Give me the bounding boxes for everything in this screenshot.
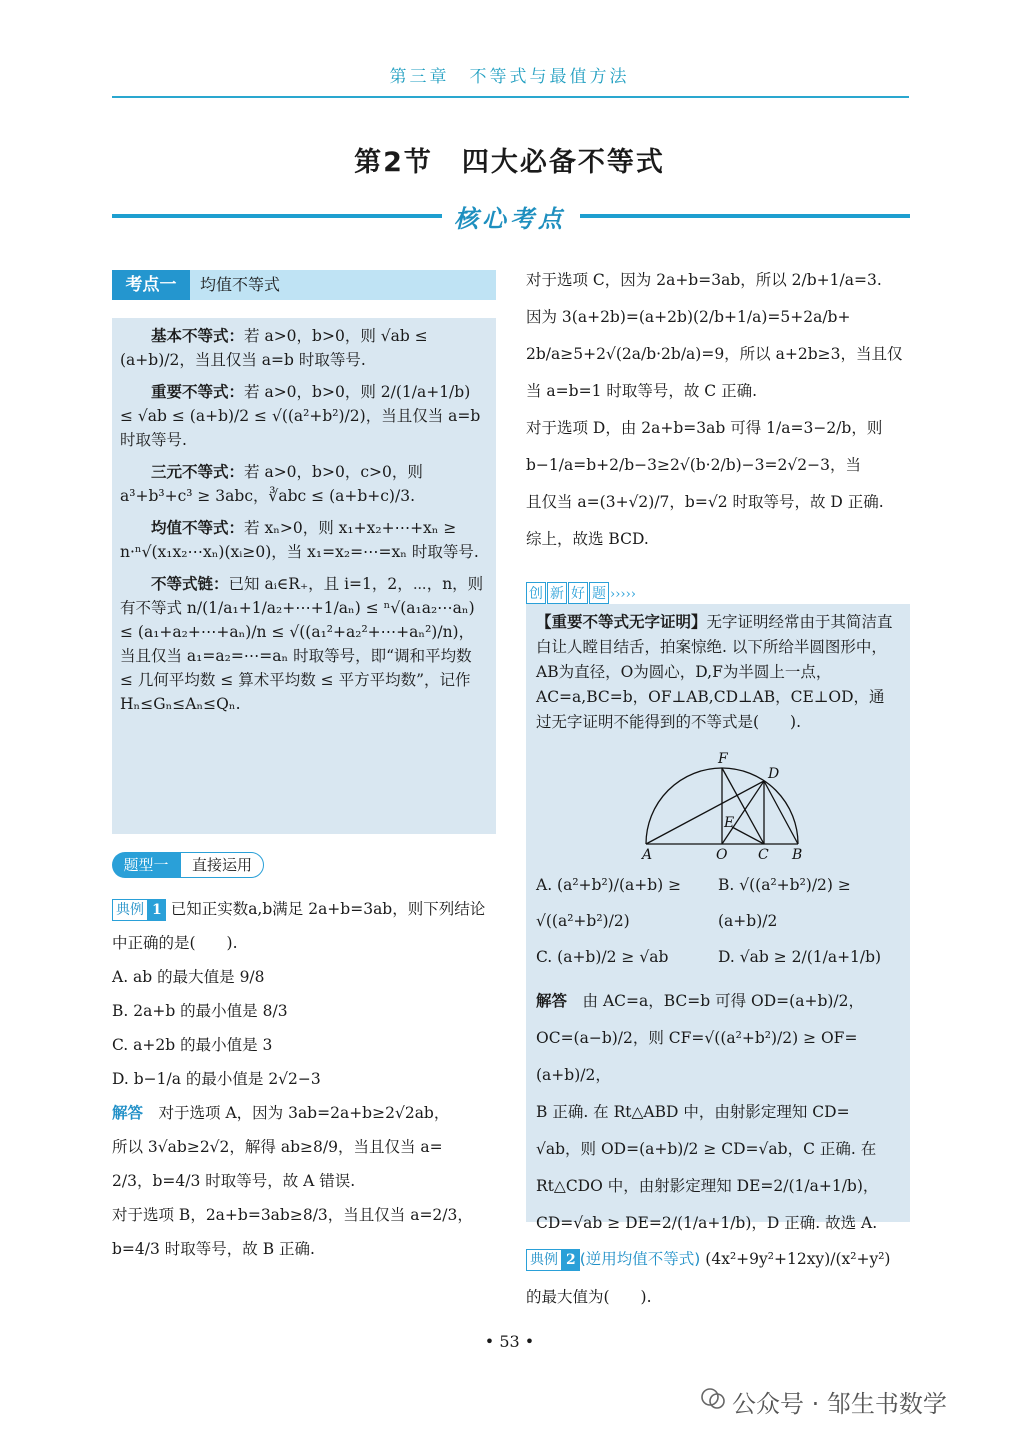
answer-line: b−1/a=b+2/b−3≥2√(b·2/b)−3=2√2−3，当 (526, 456, 861, 474)
answer-line: 因为 3(a+2b)=(a+2b)(2/b+1/a)=5+2a/b+ (526, 308, 851, 326)
answer-line: 对于选项 C，因为 2a+b=3ab，所以 2/b+1/a=3. (526, 271, 882, 289)
answer-line: 综上，故选 BCD. (526, 530, 649, 548)
tixing-tag: 题型一 直接运用 (112, 852, 496, 878)
semicircle-figure (536, 741, 900, 861)
answer-line: 且仅当 a=(3+√2)/7，b=√2 时取等号，故 D 正确. (526, 493, 884, 511)
option-b: B. 2a+b 的最小值是 8/3 (112, 1002, 288, 1020)
segment-bd (764, 781, 798, 844)
chapter-header: 第三章 不等式与最值方法 (389, 67, 630, 87)
option-a: A. ab 的最大值是 9/8 (112, 968, 265, 986)
option-c: C. a+2b 的最小值是 3 (112, 1036, 273, 1054)
answer-line: 解答 对于选项 A，因为 3ab=2a+b≥2√2ab， (112, 1104, 450, 1122)
label-e: E (724, 815, 735, 831)
chuangxin-tag: 创 新 好 题 ››››› (526, 582, 910, 604)
segment-od (722, 781, 764, 844)
example2: 典例 2 (逆用均值不等式) (4x²+9y²+12xy)/(x²+y²) 的最大值为( ). (526, 1250, 891, 1306)
answer-line: 当 a=b=1 时取等号，故 C 正确. (526, 382, 757, 400)
option-d: D. b−1/a 的最小值是 2√2−3 (112, 1070, 321, 1088)
section-title: 第2节 四大必备不等式 (354, 147, 665, 178)
label-f: F (718, 751, 728, 767)
header-rule (112, 96, 909, 98)
answer-line: 2/3，b=4/3 时取等号，故 A 错误. (112, 1172, 356, 1190)
example1 (112, 892, 496, 1266)
answer-line: 所以 3√ab≥2√2，解得 ab≥8/9，当且仅当 a= (112, 1138, 443, 1156)
inequality-chain: 不等式链：已知 aᵢ∈R₊，且 i=1，2，⋯，n，则有不等式 n/(1/a₁+1/a₂+⋯+1/aₙ) ≤ ⁿ√(a₁a₂⋯aₙ) ≤ (a₁+a₂+⋯+aₙ)/n ≤ √((a₁²+a₂²+⋯+aₙ²)/n)，当且仅当 a₁=a₂=⋯=aₙ 时取等号，即“调和平均数 ≤ 几何平均数 ≤ 算术平均数 ≤ 平方平均数”，记作 Hₙ≤Gₙ≤Aₙ≤Qₙ. (120, 575, 484, 713)
core-title: 核心考点 (454, 205, 566, 233)
mean-inequality: 均值不等式：若 xₙ>0，则 x₁+x₂+⋯+xₙ ≥ n·ⁿ√(x₁x₂⋯xₙ)(xᵢ≥0)，当 x₁=x₂=⋯=xₙ 时取等号. (120, 519, 479, 561)
important-inequality: 重要不等式：若 a>0，b>0，则 2/(1/a+1/b) ≤ √ab ≤ (a+b)/2 ≤ √((a²+b²)/2)，当且仅当 a=b 时取等号. (120, 383, 481, 449)
wechat-icon (700, 1388, 726, 1410)
three-term-inequality: 三元不等式：若 a>0，b>0，c>0，则 a³+b³+c³ ≥ 3abc，∛abc ≤ (a+b+c)/3. (120, 463, 423, 505)
good-problem-answer: 解答 由 AC=a，BC=b 可得 OD=(a+b)/2， OC=(a−b)/2，则 CF=√((a²+b²)/2) ≥ OF=(a+b)/2， B 正确. 在 Rt△ABD 中，由射影定理知 CD= √ab，则 OD=(a+b)/2 ≥ CD=√ab，C 正确. 在 Rt△CDO 中，由射影定理知 DE=2/(1/a+1/b)， CD=√ab ≥ DE=2/(1/a+1/b)，D 正确. 故选 A. (536, 992, 879, 1232)
kaodian-text: 均值不等式 (200, 275, 281, 294)
page-number: • 53 • (484, 1332, 535, 1351)
good-problem-stem: 【重要不等式无字证明】无字证明经常由于其简洁直白让人瞠目结舌，拍案惊绝. 以下所给半圆图形中，AB为直径，O为圆心，D,F为半圆上一点，AC=a,BC=b，OF⊥AB,CD⊥AB，CE⊥OD，通过无字证明不能得到的不等式是( ). (536, 613, 893, 731)
example1-continued (526, 262, 910, 558)
watermark: 公众号 · 邹生书数学 (700, 1384, 947, 1419)
gp-option-a: A. (a²+b²)/(a+b) ≥ √((a²+b²)/2) (536, 876, 682, 930)
gp-option-c: C. (a+b)/2 ≥ √ab (536, 948, 669, 966)
answer-line: 2b/a≥5+2√(2a/b·2b/a)=9，所以 a+2b≥3，当且仅 (526, 345, 903, 363)
kaodian-tag: 考点一 (112, 270, 190, 300)
answer-line: 对于选项 B，2a+b=3ab≥8/3，当且仅当 a=2/3， (112, 1206, 473, 1224)
example1-stem: 典例 1 已知正实数a,b满足 2a+b=3ab，则下列结论中正确的是( ). (112, 900, 486, 952)
label-d: D (768, 766, 780, 782)
gp-option-d: D. √ab ≥ 2/(1/a+1/b) (718, 948, 882, 966)
core-rule-left (112, 214, 442, 218)
label-b: B (792, 847, 803, 861)
inequality-box (112, 318, 496, 834)
label-a: A (642, 847, 653, 861)
good-problem-box (526, 604, 910, 1232)
gp-option-b: B. √((a²+b²)/2) ≥ (a+b)/2 (718, 876, 851, 930)
label-c: C (758, 847, 769, 861)
good-problem-options (536, 867, 900, 975)
core-rule-right (580, 214, 910, 218)
answer-line: b=4/3 时取等号，故 B 正确. (112, 1240, 315, 1258)
answer-line: 对于选项 D，由 2a+b=3ab 可得 1/a=3−2/b，则 (526, 419, 883, 437)
kaodian-bar (112, 270, 496, 300)
label-o: O (716, 847, 728, 861)
basic-inequality: 基本不等式：若 a>0，b>0，则 √ab ≤ (a+b)/2，当且仅当 a=b 时取等号. (120, 327, 428, 369)
